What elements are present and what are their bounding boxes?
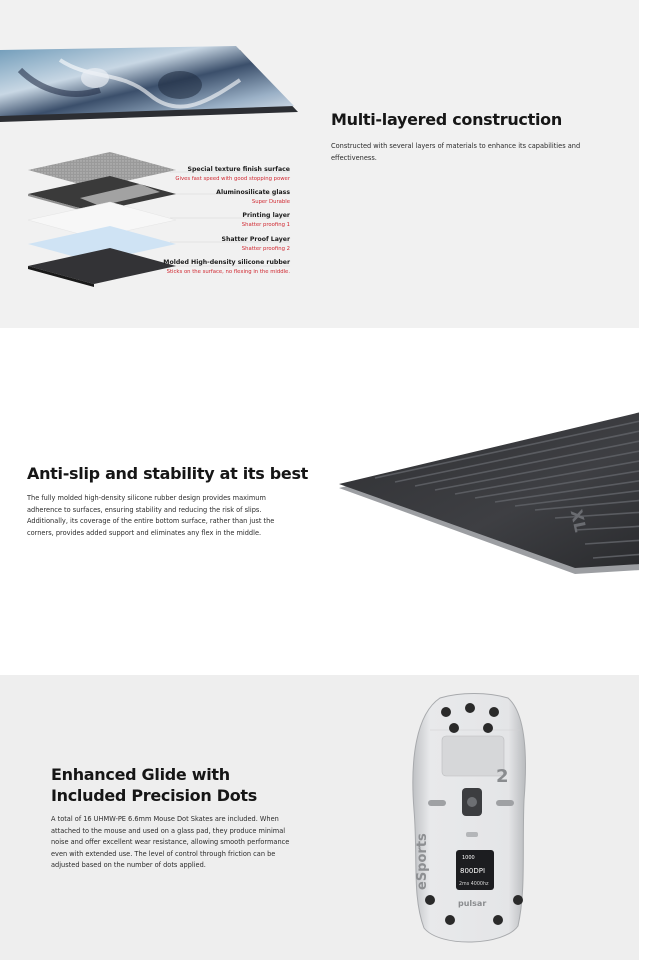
antislip-section [0,328,645,675]
mouse-polling-text: 2ms 4000hz [459,882,489,887]
antislip-body: The fully molded high-density silicone rubber design provides maximum adherence to surfaces, ensuring stability and reducing the risk of slips. Additionally, its coverage of the entire bottom surface, rather than just the corners, provides added support and eliminates any flex in the middle. [27,494,275,537]
glide-title-line1: Enhanced Glide with [51,765,230,784]
layer-rubber [28,248,176,284]
layer-2-name: Aluminosilicate glass [216,189,290,196]
layer-5-name: Molded High-density silicone rubber [163,259,290,266]
mouse-bottom-image [400,690,540,952]
layer-2-note: Super Durable [251,199,290,205]
glide-body: A total of 16 UHMW-PE 6.6mm Mouse Dot Skates are included. When attached to the mouse and used on a glass pad, they produce minimal noise and offer excellent wear resistance, allowing smooth performance even with extended use. The level of control through friction can be adjusted based on the number of dots applied. [51,815,290,869]
glide-section [0,675,645,960]
mousepad-art-image [0,40,300,130]
right-edge-strip [639,0,645,960]
construction-title: Multi-layered construction [331,110,562,129]
layer-1-note: Gives fast speed with good stopping power [175,176,290,182]
mouse-model-number: 2 [496,766,509,787]
layer-3-note: Shatter proofing 1 [241,222,290,228]
pad-size-mark: XL [566,507,591,534]
layer-4-name: Shatter Proof Layer [221,236,290,243]
mousepad-bottom-image [335,408,645,598]
layer-3-name: Printing layer [242,212,290,219]
construction-body: Constructed with several layers of materials to enhance its capabilities and effectiveness. [331,142,581,162]
mouse-side-text: eSports [415,833,430,890]
layer-4-note: Shatter proofing 2 [241,246,290,252]
mouse-dpi-value: 800DPI [460,867,486,875]
mouse-brand-text: pulsar [458,899,487,908]
layer-5-note: Sticks on the surface, no flexing in the middle. [166,269,290,275]
mouse-dpi-top: 1000 [462,855,475,861]
construction-section [0,0,645,328]
glide-title-line2: Included Precision Dots [51,786,257,805]
layer-1-name: Special texture finish surface [187,166,290,173]
antislip-title: Anti-slip and stability at its best [27,464,309,483]
